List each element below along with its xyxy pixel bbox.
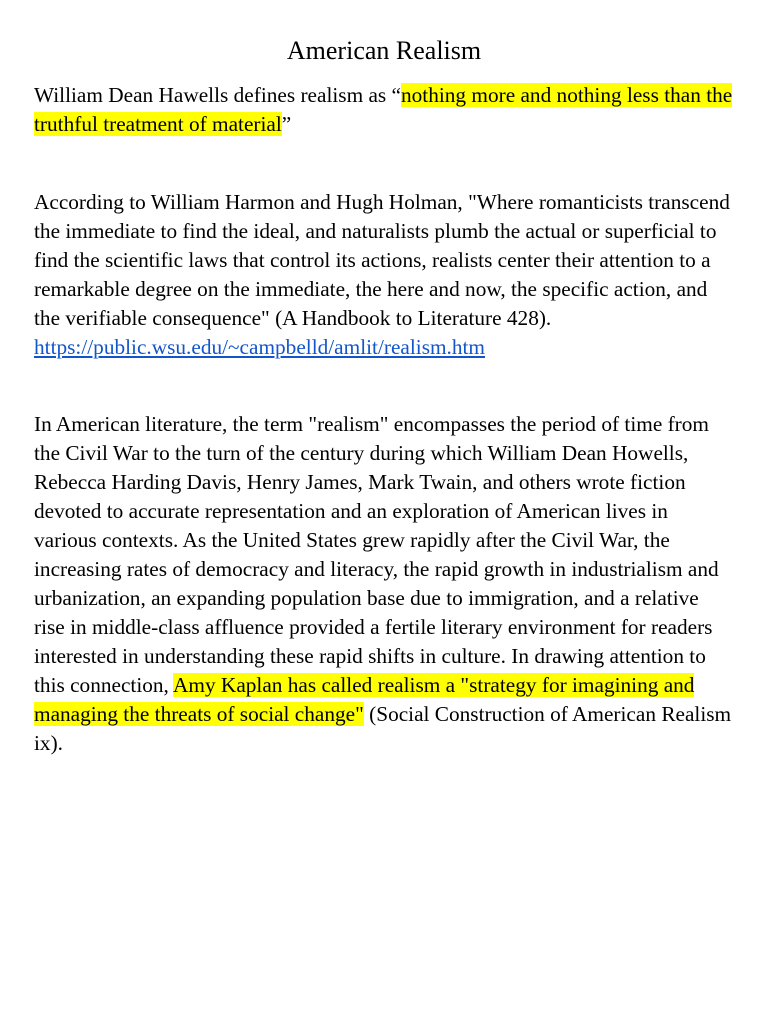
highlighted-kaplan-quote: Amy Kaplan has called realism a "strategy for imagining and managing the threats of social change" (34, 673, 695, 726)
source-link[interactable]: https://public.wsu.edu/~campbelld/amlit/realism.htm (34, 335, 485, 359)
paragraph-harmon-holman-text: According to William Harmon and Hugh Holman, "Where romanticists transcend the immediate to find the ideal, and naturalists plumb the actual or superficial to find the scientific laws that control its actions, realists center their attention to a remarkable degree on the immediate, the here and now, the specific action, and the verifiable consequence" (A Handbook to Literature 428). (34, 190, 730, 330)
document-title: American Realism (286, 36, 482, 65)
paragraph-definition-outro: ” (281, 112, 292, 136)
highlighted-quote: nothing more and nothing less than the truthful treatment of material (34, 83, 733, 136)
paragraph-american-literature-text: In American literature, the term "realism" encompasses the period of time from the Civil War to the turn of the century during which William Dean Howells, Rebecca Harding Davis, Henry James, Mark Twain, and others wrote fiction devoted to accurate representation and an exploration of American lives in various contexts. As the United States grew rapidly after the Civil War, the increasing rates of democracy and literacy, the rapid growth in industrialism and urbanization, an expanding population base due to immigration, and a relative rise in middle-class affluence provided a fertile literary environment for readers interested in understanding these rapid shifts in culture. In drawing attention to this connection, (34, 412, 719, 697)
paragraph-american-literature (34, 410, 734, 758)
paragraph-definition-intro: William Dean Hawells defines realism as “ (34, 83, 401, 107)
paragraph-american-literature-outro: (Social Construction of American Realism ix). (34, 702, 732, 755)
paragraph-harmon-holman (34, 188, 734, 362)
paragraph-definition (34, 81, 734, 139)
